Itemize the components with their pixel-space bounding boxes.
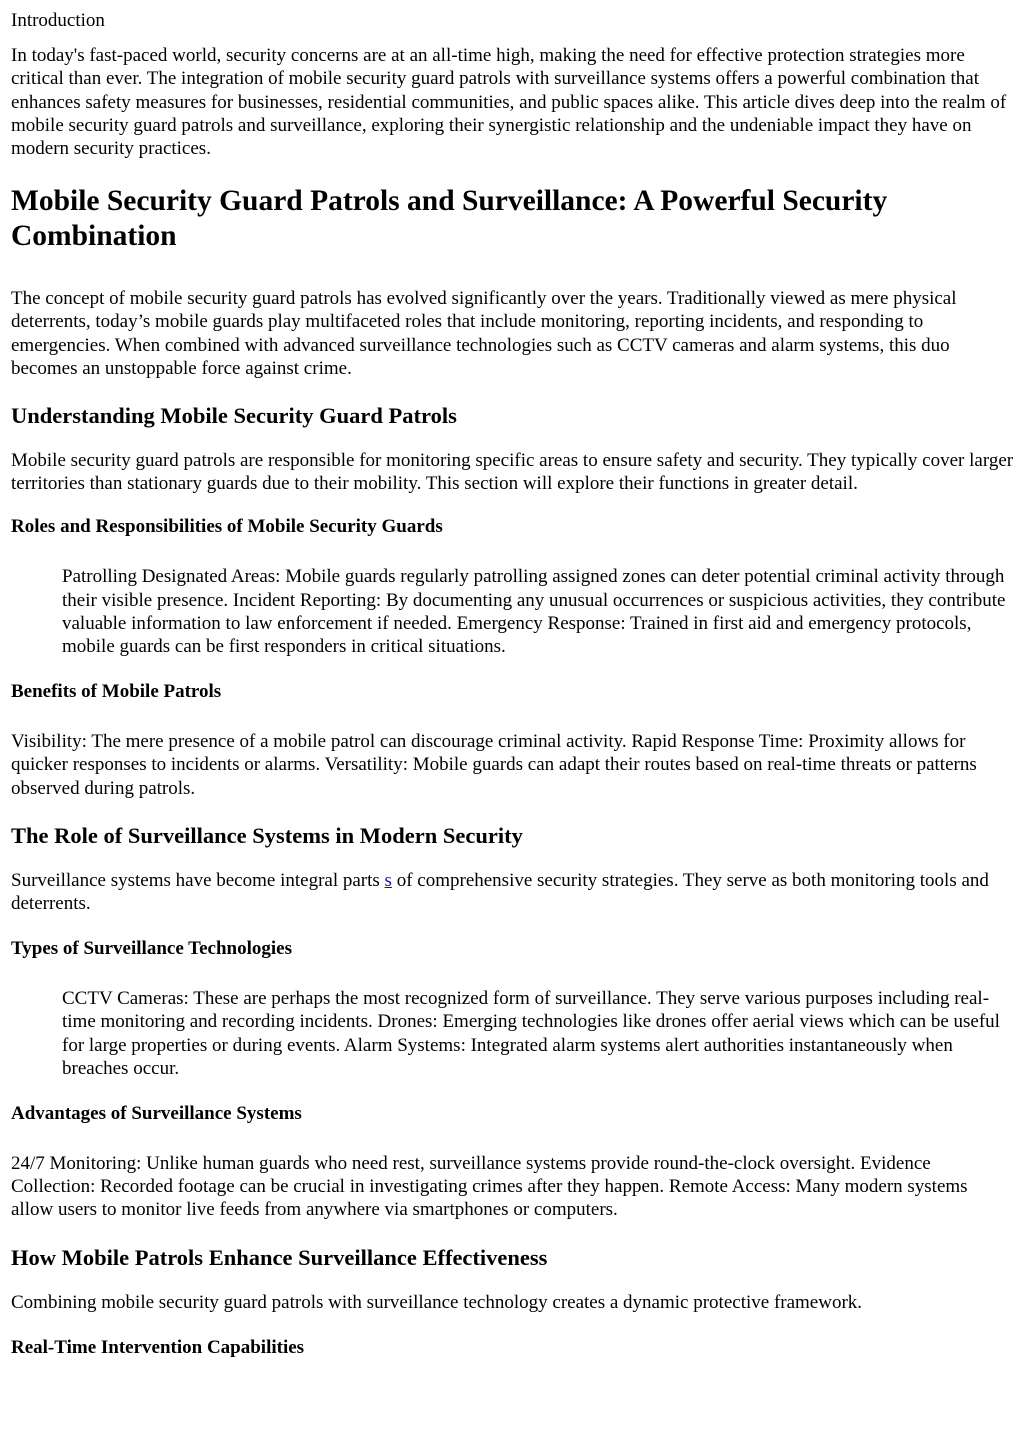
surveillance-text-after-link: of comprehensive security strategies. They serve as both monitoring tools and deterrents.	[11, 869, 989, 915]
realtime-heading: Real-Time Intervention Capabilities	[11, 1336, 305, 1358]
intro-label: Introduction	[11, 10, 105, 31]
surveillance-role-heading: The Role of Surveillance Systems in Modern Security	[11, 822, 523, 848]
understanding-paragraph: Mobile security guard patrols are responsible for monitoring specific areas to ensure safety and security. They typically cover larger territories than stationary guards due to their mobility. This section will explore their functions in greater detail.	[11, 450, 1014, 495]
types-heading: Types of Surveillance Technologies	[11, 938, 292, 960]
enhance-heading: How Mobile Patrols Enhance Surveillance Effectiveness	[11, 1244, 548, 1270]
concept-paragraph: The concept of mobile security guard patrols has evolved significantly over the years. Traditionally viewed as mere physical deterrents, today’s mobile guards play multifaceted roles that include monitoring, reporting incidents, and responding to emergencies. When combined with advanced surveillance technologies such as CCTV cameras and alarm systems, this duo becomes an unstoppable force against crime.	[11, 288, 957, 379]
roles-heading: Roles and Responsibilities of Mobile Security Guards	[11, 516, 443, 538]
benefits-paragraph: Visibility: The mere presence of a mobile patrol can discourage criminal activity. Rapid Response Time: Proximity allows for quicker responses to incidents or alarms. Versatility: Mobile guards can adapt their routes based on real-time threats or patterns observed during patrols.	[11, 731, 977, 799]
intro-paragraph: In today's fast-paced world, security concerns are at an all-time high, making the need for effective protection strategies more critical than ever. The integration of mobile security guard patrols with surveillance systems offers a powerful combination that enhances safety measures for businesses, residential communities, and public spaces alike. This article dives deep into the realm of mobile security guard patrols and surveillance, exploring their synergistic relationship and the undeniable impact they have on modern security practices.	[11, 45, 1007, 160]
types-quote: CCTV Cameras: These are perhaps the most recognized form of surveillance. They serve various purposes including real-time monitoring and recording incidents. Drones: Emerging technologies like drones offer aerial views which can be useful for large properties or during events. Alarm Systems: Integrated alarm systems alert authorities instantaneously when breaches occur.	[62, 988, 1000, 1079]
enhance-paragraph: Combining mobile security guard patrols with surveillance technology creates a dynamic protective framework.	[11, 1291, 863, 1313]
benefits-heading: Benefits of Mobile Patrols	[11, 681, 222, 703]
advantages-paragraph: 24/7 Monitoring: Unlike human guards who need rest, surveillance systems provide round-the-clock oversight. Evidence Collection: Recorded footage can be crucial in investigating crimes after they happen. Remote Access: Many modern systems allow users to monitor live feeds from anywhere via smartphones or computers.	[11, 1153, 968, 1221]
surveillance-text-before-link: Surveillance systems have become integral parts	[11, 869, 385, 891]
main-heading: Mobile Security Guard Patrols and Surveillance: A Powerful Security Combination	[11, 185, 888, 253]
roles-quote: Patrolling Designated Areas: Mobile guards regularly patrolling assigned zones can deter potential criminal activity through their visible presence. Incident Reporting: By documenting any unusual occurrences or suspicious activities, they contribute valuable information to law enforcement if needed. Emergency Response: Trained in first aid and emergency protocols, mobile guards can be first responders in critical situations.	[62, 566, 1006, 658]
surveillance-role-paragraph	[11, 869, 1014, 915]
advantages-heading: Advantages of Surveillance Systems	[11, 1103, 302, 1125]
understanding-heading: Understanding Mobile Security Guard Patrols	[11, 403, 457, 429]
inline-link[interactable]: s	[384, 869, 392, 891]
